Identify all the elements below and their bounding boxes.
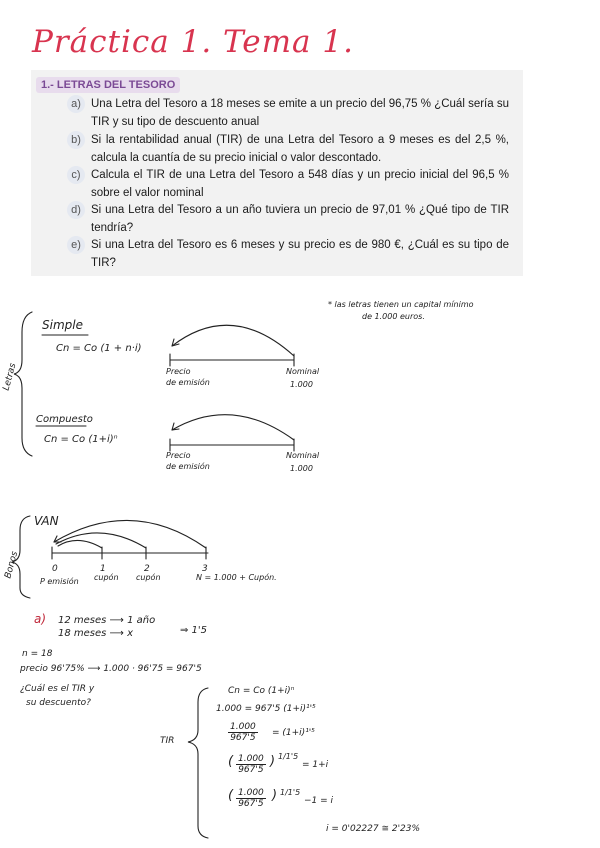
item-text: Una Letra del Tesoro a 18 meses se emite a un precio del 96,75 % ¿Cuál sería su TIR y su tipo de descuento anual — [91, 98, 509, 128]
item-text: Si una Letra del Tesoro es 6 meses y su precio es de 980 €, ¿Cuál es su tipo de TIR? — [91, 239, 509, 269]
van-label: VAN — [34, 514, 59, 528]
eq-3-den: 967'5 — [230, 733, 256, 743]
eq-5-fraction — [236, 788, 266, 809]
simple-1000: 1.000 — [290, 380, 313, 389]
eq-4-exp: 1/1'5 — [278, 752, 299, 761]
compuesto-label: Compuesto — [36, 414, 93, 425]
compuesto-emision: de emisión — [166, 462, 210, 471]
tick-1: 1 — [100, 564, 106, 574]
eq-4-den: 967'5 — [238, 765, 264, 775]
exercise-box — [31, 70, 523, 276]
eq-5-den: 967'5 — [238, 799, 264, 809]
eq-3-fraction — [228, 722, 258, 743]
a-label: a) — [34, 612, 47, 626]
eq-5-paren: ( — [228, 788, 234, 803]
question-line1: ¿Cuál es el TIR y — [20, 684, 95, 694]
tick-2: 2 — [144, 564, 150, 574]
item-letter: e) — [67, 236, 85, 254]
eq-4-paren: ( — [228, 754, 234, 769]
tir-label: TIR — [160, 736, 175, 746]
item-letter: d) — [67, 201, 85, 219]
exercise-item-e — [67, 236, 509, 272]
simple-label: Simple — [42, 318, 83, 332]
eq-5-exp: 1/1'5 — [280, 788, 301, 797]
item-text: Si la rentabilidad anual (TIR) de una Letra del Tesoro a 9 meses es del 2,5 %, calcula la cuantía de su precio inicial o valor descontado. — [91, 134, 509, 164]
page-title: Práctica 1. Tema 1. — [32, 24, 354, 60]
eq-3-rhs: = (1+i)¹'⁵ — [272, 728, 315, 738]
bonos-label: Bonos — [3, 550, 21, 580]
tick-3: 3 — [202, 564, 208, 574]
exercise-item-c — [67, 166, 509, 202]
eq-4-num: 1.000 — [238, 754, 264, 764]
note-line2: de 1.000 euros. — [362, 312, 425, 321]
exercise-item-d — [67, 201, 509, 237]
eq-5-paren-close: ) — [272, 788, 278, 803]
cupon-2: cupón — [136, 573, 161, 582]
p-emision: P emisión — [40, 577, 79, 586]
question-line2: su descuento? — [26, 698, 91, 708]
simple-emision: de emisión — [166, 378, 210, 387]
exercise-heading: 1.- LETRAS DEL TESORO — [36, 77, 180, 93]
n-value: n = 18 — [22, 649, 53, 659]
simple-formula: Cn = Co (1 + n·i) — [56, 343, 142, 354]
exercise-item-a — [67, 95, 509, 131]
item-text: Si una Letra del Tesoro a un año tuviera un precio de 97,01 % ¿Qué tipo de TIR tendría? — [91, 204, 509, 234]
final-result: i = 0'02227 ≅ 2'23% — [326, 824, 421, 834]
simple-nominal: Nominal — [286, 367, 320, 376]
eq-5-num: 1.000 — [238, 788, 264, 798]
eq-4-rhs: = 1+i — [302, 760, 329, 770]
compuesto-nominal: Nominal — [286, 451, 320, 460]
letras-label: Letras — [1, 362, 19, 392]
eq-1: Cn = Co (1+i)ⁿ — [228, 686, 295, 696]
item-letter: b) — [67, 131, 85, 149]
eq-4-paren-close: ) — [270, 754, 276, 769]
a-line2: 18 meses ⟶ x — [58, 628, 133, 639]
compuesto-precio: Precio — [166, 451, 191, 460]
note-line1: * las letras tienen un capital mínimo — [328, 300, 474, 309]
exercise-item-b — [67, 131, 509, 167]
compuesto-1000: 1.000 — [290, 464, 313, 473]
eq-2: 1.000 = 967'5 (1+i)¹'⁵ — [216, 704, 316, 714]
item-letter: a) — [67, 95, 85, 113]
compuesto-formula: Cn = Co (1+i)ⁿ — [44, 434, 118, 445]
simple-precio: Precio — [166, 367, 191, 376]
n-final: N = 1.000 + Cupón. — [196, 573, 277, 582]
item-text: Calcula el TIR de una Letra del Tesoro a 548 días y un precio inicial del 96,5 % sobre el valor nominal — [91, 169, 509, 199]
a-line1: 12 meses ⟶ 1 año — [58, 615, 156, 626]
precio-line: precio 96'75% ⟶ 1.000 · 96'75 = 967'5 — [20, 664, 202, 674]
eq-4-fraction — [236, 754, 266, 775]
eq-3-num: 1.000 — [230, 722, 256, 732]
eq-5-rhs: −1 = i — [304, 796, 334, 806]
a-result: ⇒ 1'5 — [180, 625, 208, 636]
cupon-1: cupón — [94, 573, 119, 582]
item-letter: c) — [67, 166, 85, 184]
tick-0: 0 — [52, 564, 58, 574]
